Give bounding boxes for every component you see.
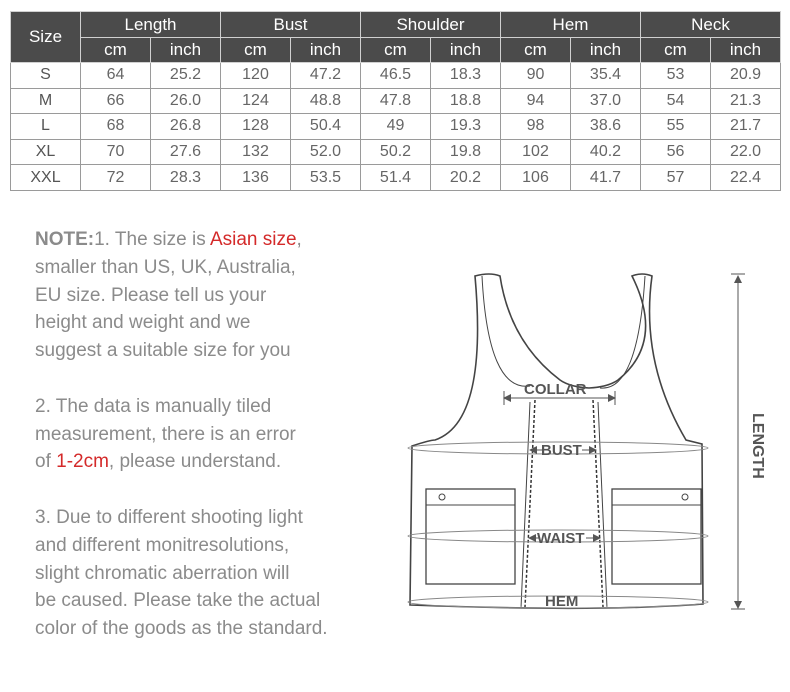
table-row — [11, 165, 781, 191]
note-3 — [35, 504, 395, 643]
right-pocket — [612, 489, 701, 584]
note-3-line: 3. Due to different shooting light — [35, 506, 303, 528]
measurement-cell: 106 — [501, 165, 571, 191]
note-1-line: suggest a suitable size for you — [35, 340, 291, 362]
table-row — [11, 88, 781, 114]
note-1-line: EU size. Please tell us your — [35, 284, 267, 306]
measurement-cell: 53 — [641, 63, 711, 89]
measurement-cell: 47.8 — [361, 88, 431, 114]
table-row — [11, 63, 781, 89]
measurement-cell: 52.0 — [291, 139, 361, 165]
measurement-cell: 40.2 — [571, 139, 641, 165]
notes-section — [35, 226, 395, 671]
note-3-line: be caused. Please take the actual — [35, 590, 321, 612]
unit-header: cm — [221, 38, 291, 63]
bust-label: BUST — [541, 442, 582, 459]
unit-header: cm — [641, 38, 711, 63]
note-2-line: 2. The data is manually tiled — [35, 395, 272, 417]
measurement-cell: 35.4 — [571, 63, 641, 89]
hem-label: HEM — [545, 593, 579, 610]
note-1-line: height and weight and we — [35, 312, 251, 334]
measurement-cell: 132 — [221, 139, 291, 165]
measurement-cell: 50.2 — [361, 139, 431, 165]
note-3-line: and different monitresolutions, — [35, 534, 290, 556]
note-2-line: measurement, there is an error — [35, 423, 296, 445]
front-opening-left — [525, 400, 535, 607]
measurement-cell: 54 — [641, 88, 711, 114]
unit-header: cm — [501, 38, 571, 63]
neck-header: Neck — [641, 12, 781, 38]
error-range-highlight: 1-2cm — [56, 451, 109, 473]
measurement-cell: 72 — [81, 165, 151, 191]
measurement-cell: 68 — [81, 114, 151, 140]
size-cell: S — [11, 63, 81, 89]
measurement-cell: 90 — [501, 63, 571, 89]
size-table-body — [11, 63, 781, 191]
measurement-cell: 26.8 — [151, 114, 221, 140]
unit-header: cm — [81, 38, 151, 63]
unit-header: cm — [361, 38, 431, 63]
note-2-of: of — [35, 451, 57, 473]
size-column-header: Size — [11, 12, 81, 63]
collar-label: COLLAR — [524, 381, 587, 398]
measurement-cell: 49 — [361, 114, 431, 140]
measurement-cell: 66 — [81, 88, 151, 114]
asian-size-highlight: Asian size — [209, 229, 297, 250]
vest-illustration — [400, 262, 790, 622]
measurement-cell: 55 — [641, 114, 711, 140]
measurement-cell: 22.0 — [711, 139, 781, 165]
table-row — [11, 139, 781, 165]
note-1-line: smaller than US, UK, Australia, — [35, 256, 296, 278]
note-label: NOTE: — [35, 229, 95, 250]
length-header: Length — [81, 12, 221, 38]
measurement-cell: 46.5 — [361, 63, 431, 89]
measurement-cell: 22.4 — [711, 165, 781, 191]
measurement-cell: 124 — [221, 88, 291, 114]
size-cell: L — [11, 114, 81, 140]
length-label: LENGTH — [749, 413, 766, 479]
shoulder-header: Shoulder — [361, 12, 501, 38]
measurement-cell: 56 — [641, 139, 711, 165]
measurement-cell: 47.2 — [291, 63, 361, 89]
note-3-line: slight chromatic aberration will — [35, 562, 290, 584]
measurement-cell: 37.0 — [571, 88, 641, 114]
measurement-cell: 20.9 — [711, 63, 781, 89]
measurement-cell: 28.3 — [151, 165, 221, 191]
measurement-cell: 48.8 — [291, 88, 361, 114]
vest-measurement-diagram — [400, 262, 790, 622]
measurement-cell: 53.5 — [291, 165, 361, 191]
left-pocket — [426, 489, 515, 584]
note-3-line: color of the goods as the standard. — [35, 618, 328, 640]
size-chart-table — [10, 11, 781, 191]
unit-header: inch — [571, 38, 641, 63]
measurement-cell: 136 — [221, 165, 291, 191]
unit-header: inch — [431, 38, 501, 63]
measurement-cell: 38.6 — [571, 114, 641, 140]
measurement-cell: 20.2 — [431, 165, 501, 191]
measurement-cell: 25.2 — [151, 63, 221, 89]
measurement-cell: 70 — [81, 139, 151, 165]
note-2-suffix: , please understand. — [108, 451, 282, 473]
measurement-cell: 18.3 — [431, 63, 501, 89]
measurement-cell: 98 — [501, 114, 571, 140]
hem-header: Hem — [501, 12, 641, 38]
note-1-suffix: , — [296, 229, 302, 250]
unit-header: inch — [151, 38, 221, 63]
measurement-cell: 21.7 — [711, 114, 781, 140]
measurement-cell: 94 — [501, 88, 571, 114]
measurement-cell: 18.8 — [431, 88, 501, 114]
bust-header: Bust — [221, 12, 361, 38]
measurement-cell: 57 — [641, 165, 711, 191]
measurement-cell: 19.3 — [431, 114, 501, 140]
measurement-cell: 102 — [501, 139, 571, 165]
front-opening-right — [593, 400, 603, 607]
measurement-cell: 41.7 — [571, 165, 641, 191]
measurement-cell: 120 — [221, 63, 291, 89]
measurement-cell: 51.4 — [361, 165, 431, 191]
measurement-cell: 21.3 — [711, 88, 781, 114]
size-cell: M — [11, 88, 81, 114]
size-cell: XXL — [11, 165, 81, 191]
measurement-cell: 128 — [221, 114, 291, 140]
size-cell: XL — [11, 139, 81, 165]
table-row — [11, 114, 781, 140]
unit-header: inch — [711, 38, 781, 63]
note-1-prefix: 1. The size is — [94, 229, 210, 250]
unit-header: inch — [291, 38, 361, 63]
note-2 — [35, 393, 395, 476]
measurement-cell: 19.8 — [431, 139, 501, 165]
right-strap-inner — [600, 276, 645, 388]
note-1 — [35, 226, 395, 365]
measurement-cell: 50.4 — [291, 114, 361, 140]
waist-label: WAIST — [537, 530, 585, 547]
measurement-cell: 26.0 — [151, 88, 221, 114]
left-strap-inner — [482, 276, 530, 386]
measurement-cell: 64 — [81, 63, 151, 89]
measurement-cell: 27.6 — [151, 139, 221, 165]
